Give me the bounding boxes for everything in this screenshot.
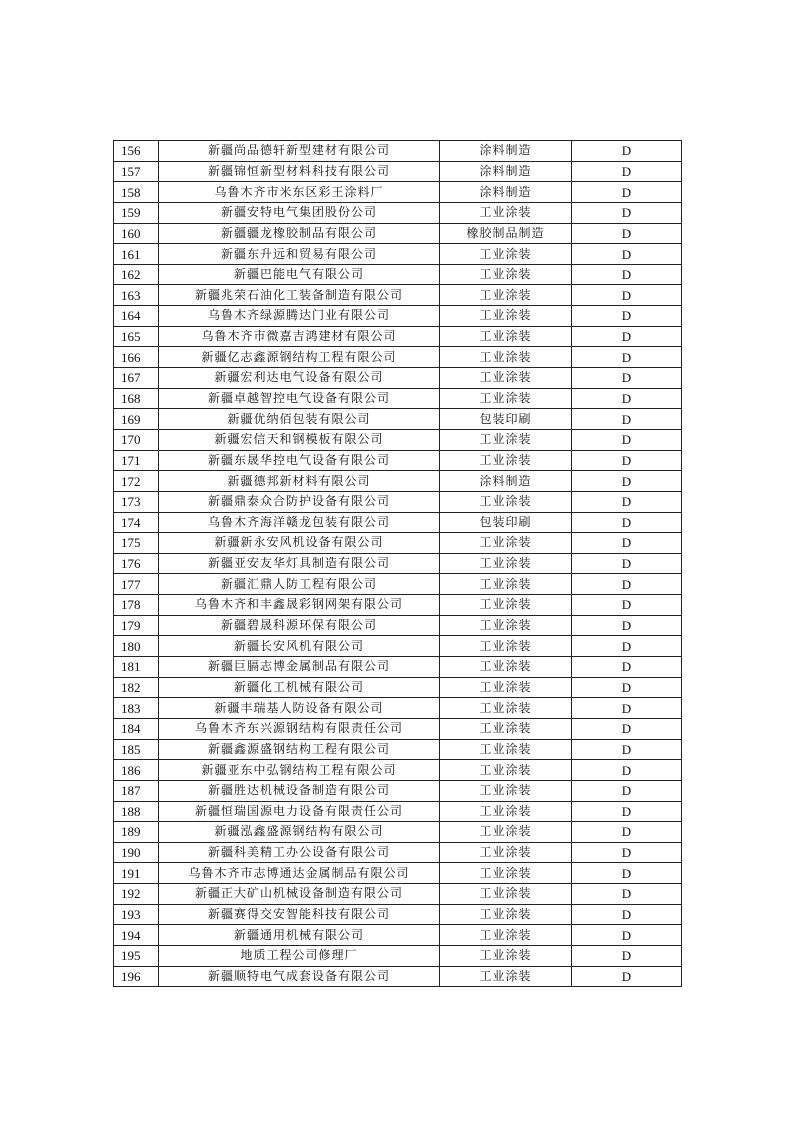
rating-grade: D: [572, 595, 682, 616]
rating-grade: D: [572, 202, 682, 223]
row-number: 159: [114, 202, 159, 223]
row-number: 178: [114, 595, 159, 616]
rating-grade: D: [572, 326, 682, 347]
industry-type: 工业涂装: [440, 388, 572, 409]
table-row: [114, 388, 682, 409]
row-number: 196: [114, 966, 159, 987]
row-number: 166: [114, 347, 159, 368]
company-name: 新疆宏信天和钢模板有限公司: [159, 429, 440, 450]
row-number: 190: [114, 842, 159, 863]
industry-type: 工业涂装: [440, 904, 572, 925]
table-row: [114, 347, 682, 368]
table-row: [114, 718, 682, 739]
rating-grade: D: [572, 739, 682, 760]
rating-grade: D: [572, 636, 682, 657]
company-name: 乌鲁木齐市米东区彩王涂料厂: [159, 182, 440, 203]
company-name: 地质工程公司修理厂: [159, 945, 440, 966]
row-number: 194: [114, 925, 159, 946]
company-name: 新疆东晟华控电气设备有限公司: [159, 450, 440, 471]
rating-grade: D: [572, 925, 682, 946]
table-row: [114, 326, 682, 347]
row-number: 192: [114, 884, 159, 905]
row-number: 161: [114, 244, 159, 265]
table-row: [114, 780, 682, 801]
company-name: 新疆德邦新材料有限公司: [159, 471, 440, 492]
rating-grade: D: [572, 698, 682, 719]
company-name: 新疆丰瑞基人防设备有限公司: [159, 698, 440, 719]
company-name: 新疆通用机械有限公司: [159, 925, 440, 946]
industry-type: 涂料制造: [440, 471, 572, 492]
table-row: [114, 760, 682, 781]
row-number: 156: [114, 141, 159, 162]
industry-type: 工业涂装: [440, 244, 572, 265]
industry-type: 工业涂装: [440, 285, 572, 306]
rating-grade: D: [572, 512, 682, 533]
industry-type: 工业涂装: [440, 326, 572, 347]
row-number: 188: [114, 801, 159, 822]
rating-grade: D: [572, 285, 682, 306]
rating-grade: D: [572, 780, 682, 801]
industry-type: 涂料制造: [440, 182, 572, 203]
rating-grade: D: [572, 450, 682, 471]
row-number: 187: [114, 780, 159, 801]
company-name: 新疆鼎泰众合防护设备有限公司: [159, 491, 440, 512]
table-row: [114, 161, 682, 182]
row-number: 174: [114, 512, 159, 533]
row-number: 182: [114, 677, 159, 698]
table-row: [114, 863, 682, 884]
company-name: 乌鲁木齐和丰鑫晟彩钢网架有限公司: [159, 595, 440, 616]
industry-type: 工业涂装: [440, 925, 572, 946]
row-number: 183: [114, 698, 159, 719]
rating-grade: D: [572, 760, 682, 781]
row-number: 164: [114, 306, 159, 327]
industry-type: 包装印刷: [440, 409, 572, 430]
industry-type: 工业涂装: [440, 739, 572, 760]
industry-type: 工业涂装: [440, 718, 572, 739]
company-name: 新疆安特电气集团股份公司: [159, 202, 440, 223]
company-name: 新疆巨膈志博金属制品有限公司: [159, 657, 440, 678]
row-number: 163: [114, 285, 159, 306]
rating-grade: D: [572, 471, 682, 492]
industry-type: 工业涂装: [440, 822, 572, 843]
row-number: 179: [114, 615, 159, 636]
row-number: 175: [114, 533, 159, 554]
table-row: [114, 491, 682, 512]
table-row: [114, 533, 682, 554]
row-number: 184: [114, 718, 159, 739]
row-number: 176: [114, 553, 159, 574]
table-row: [114, 842, 682, 863]
company-name: 新疆化工机械有限公司: [159, 677, 440, 698]
industry-type: 工业涂装: [440, 533, 572, 554]
row-number: 171: [114, 450, 159, 471]
industry-type: 工业涂装: [440, 368, 572, 389]
company-name: 新疆长安风机有限公司: [159, 636, 440, 657]
company-name: 新疆巴能电气有限公司: [159, 264, 440, 285]
industry-type: 工业涂装: [440, 657, 572, 678]
table-row: [114, 966, 682, 987]
rating-grade: D: [572, 966, 682, 987]
industry-type: 工业涂装: [440, 842, 572, 863]
row-number: 189: [114, 822, 159, 843]
table-row: [114, 244, 682, 265]
rating-grade: D: [572, 533, 682, 554]
company-name: 新疆碧晟科源环保有限公司: [159, 615, 440, 636]
table-row: [114, 677, 682, 698]
rating-grade: D: [572, 244, 682, 265]
rating-grade: D: [572, 264, 682, 285]
rating-grade: D: [572, 801, 682, 822]
industry-type: 工业涂装: [440, 553, 572, 574]
company-name: 新疆兆荣石油化工装备制造有限公司: [159, 285, 440, 306]
industry-type: 工业涂装: [440, 677, 572, 698]
industry-type: 工业涂装: [440, 698, 572, 719]
row-number: 177: [114, 574, 159, 595]
company-name: 新疆汇鼎人防工程有限公司: [159, 574, 440, 595]
company-name: 新疆亚东中弘钢结构工程有限公司: [159, 760, 440, 781]
industry-type: 工业涂装: [440, 863, 572, 884]
industry-type: 工业涂装: [440, 347, 572, 368]
industry-type: 工业涂装: [440, 450, 572, 471]
company-name: 新疆顺特电气成套设备有限公司: [159, 966, 440, 987]
row-number: 172: [114, 471, 159, 492]
row-number: 186: [114, 760, 159, 781]
table-row: [114, 822, 682, 843]
company-name: 新疆科美精工办公设备有限公司: [159, 842, 440, 863]
table-row: [114, 657, 682, 678]
table-row: [114, 615, 682, 636]
rating-grade: D: [572, 574, 682, 595]
table-row: [114, 636, 682, 657]
rating-grade: D: [572, 615, 682, 636]
rating-grade: D: [572, 388, 682, 409]
company-name: 新疆胜达机械设备制造有限公司: [159, 780, 440, 801]
rating-grade: D: [572, 553, 682, 574]
table-row: [114, 574, 682, 595]
rating-grade: D: [572, 884, 682, 905]
row-number: 165: [114, 326, 159, 347]
table-row: [114, 904, 682, 925]
table-row: [114, 429, 682, 450]
table-row: [114, 553, 682, 574]
industry-type: 涂料制造: [440, 141, 572, 162]
company-name: 新疆优纳佰包装有限公司: [159, 409, 440, 430]
row-number: 158: [114, 182, 159, 203]
rating-grade: D: [572, 141, 682, 162]
company-name: 新疆泓鑫盛源钢结构有限公司: [159, 822, 440, 843]
company-name: 新疆卓越智控电气设备有限公司: [159, 388, 440, 409]
industry-type: 工业涂装: [440, 429, 572, 450]
rating-grade: D: [572, 161, 682, 182]
rating-grade: D: [572, 182, 682, 203]
table-row: [114, 471, 682, 492]
row-number: 195: [114, 945, 159, 966]
row-number: 170: [114, 429, 159, 450]
row-number: 180: [114, 636, 159, 657]
rating-grade: D: [572, 368, 682, 389]
company-name: 新疆亚安友华灯具制造有限公司: [159, 553, 440, 574]
table-row: [114, 512, 682, 533]
company-name: 乌鲁木齐市志博通达金属制品有限公司: [159, 863, 440, 884]
industry-type: 工业涂装: [440, 966, 572, 987]
company-name: 新疆宏利达电气设备有限公司: [159, 368, 440, 389]
table-row: [114, 285, 682, 306]
company-name: 新疆赛得交安智能科技有限公司: [159, 904, 440, 925]
row-number: 160: [114, 223, 159, 244]
rating-grade: D: [572, 718, 682, 739]
company-name: 新疆锦恒新型材料科技有限公司: [159, 161, 440, 182]
rating-grade: D: [572, 657, 682, 678]
industry-type: 工业涂装: [440, 306, 572, 327]
rating-grade: D: [572, 491, 682, 512]
industry-type: 工业涂装: [440, 636, 572, 657]
rating-grade: D: [572, 223, 682, 244]
row-number: 191: [114, 863, 159, 884]
row-number: 169: [114, 409, 159, 430]
company-name: 新疆正大矿山机械设备制造有限公司: [159, 884, 440, 905]
company-name: 新疆尚品德轩新型建材有限公司: [159, 141, 440, 162]
row-number: 168: [114, 388, 159, 409]
enterprise-rating-table: [113, 140, 682, 987]
rating-grade: D: [572, 822, 682, 843]
industry-type: 工业涂装: [440, 595, 572, 616]
table-row: [114, 368, 682, 389]
industry-type: 工业涂装: [440, 202, 572, 223]
table-row: [114, 223, 682, 244]
rating-grade: D: [572, 306, 682, 327]
table-row: [114, 409, 682, 430]
rating-grade: D: [572, 677, 682, 698]
company-name: 新疆新永安风机设备有限公司: [159, 533, 440, 554]
table-row: [114, 595, 682, 616]
industry-type: 涂料制造: [440, 161, 572, 182]
table-row: [114, 945, 682, 966]
company-name: 新疆东升远和贸易有限公司: [159, 244, 440, 265]
table-row: [114, 450, 682, 471]
row-number: 193: [114, 904, 159, 925]
row-number: 185: [114, 739, 159, 760]
table-row: [114, 264, 682, 285]
industry-type: 工业涂装: [440, 264, 572, 285]
company-name: 新疆恒瑞国源电力设备有限责任公司: [159, 801, 440, 822]
rating-grade: D: [572, 863, 682, 884]
table-row: [114, 925, 682, 946]
industry-type: 工业涂装: [440, 574, 572, 595]
industry-type: 工业涂装: [440, 615, 572, 636]
company-name: 乌鲁木齐市微嘉吉鸿建材有限公司: [159, 326, 440, 347]
table-row: [114, 884, 682, 905]
rating-grade: D: [572, 945, 682, 966]
table-row: [114, 141, 682, 162]
row-number: 167: [114, 368, 159, 389]
rating-grade: D: [572, 429, 682, 450]
industry-type: 工业涂装: [440, 780, 572, 801]
company-name: 新疆亿志鑫源钢结构工程有限公司: [159, 347, 440, 368]
company-name: 乌鲁木齐东兴源钢结构有限责任公司: [159, 718, 440, 739]
industry-type: 工业涂装: [440, 801, 572, 822]
rating-grade: D: [572, 409, 682, 430]
row-number: 157: [114, 161, 159, 182]
table-row: [114, 182, 682, 203]
industry-type: 包装印刷: [440, 512, 572, 533]
industry-type: 工业涂装: [440, 884, 572, 905]
industry-type: 工业涂装: [440, 945, 572, 966]
row-number: 173: [114, 491, 159, 512]
table-row: [114, 698, 682, 719]
rating-grade: D: [572, 904, 682, 925]
company-name: 乌鲁木齐绿源腾达门业有限公司: [159, 306, 440, 327]
company-name: 新疆鑫源盛钢结构工程有限公司: [159, 739, 440, 760]
company-name: 乌鲁木齐海洋赣龙包装有限公司: [159, 512, 440, 533]
company-name: 新疆疆龙橡胶制品有限公司: [159, 223, 440, 244]
row-number: 181: [114, 657, 159, 678]
table-row: [114, 801, 682, 822]
industry-type: 橡胶制品制造: [440, 223, 572, 244]
rating-grade: D: [572, 842, 682, 863]
table-body: [114, 141, 682, 987]
table-row: [114, 202, 682, 223]
industry-type: 工业涂装: [440, 760, 572, 781]
industry-type: 工业涂装: [440, 491, 572, 512]
table-row: [114, 739, 682, 760]
table-row: [114, 306, 682, 327]
rating-grade: D: [572, 347, 682, 368]
row-number: 162: [114, 264, 159, 285]
